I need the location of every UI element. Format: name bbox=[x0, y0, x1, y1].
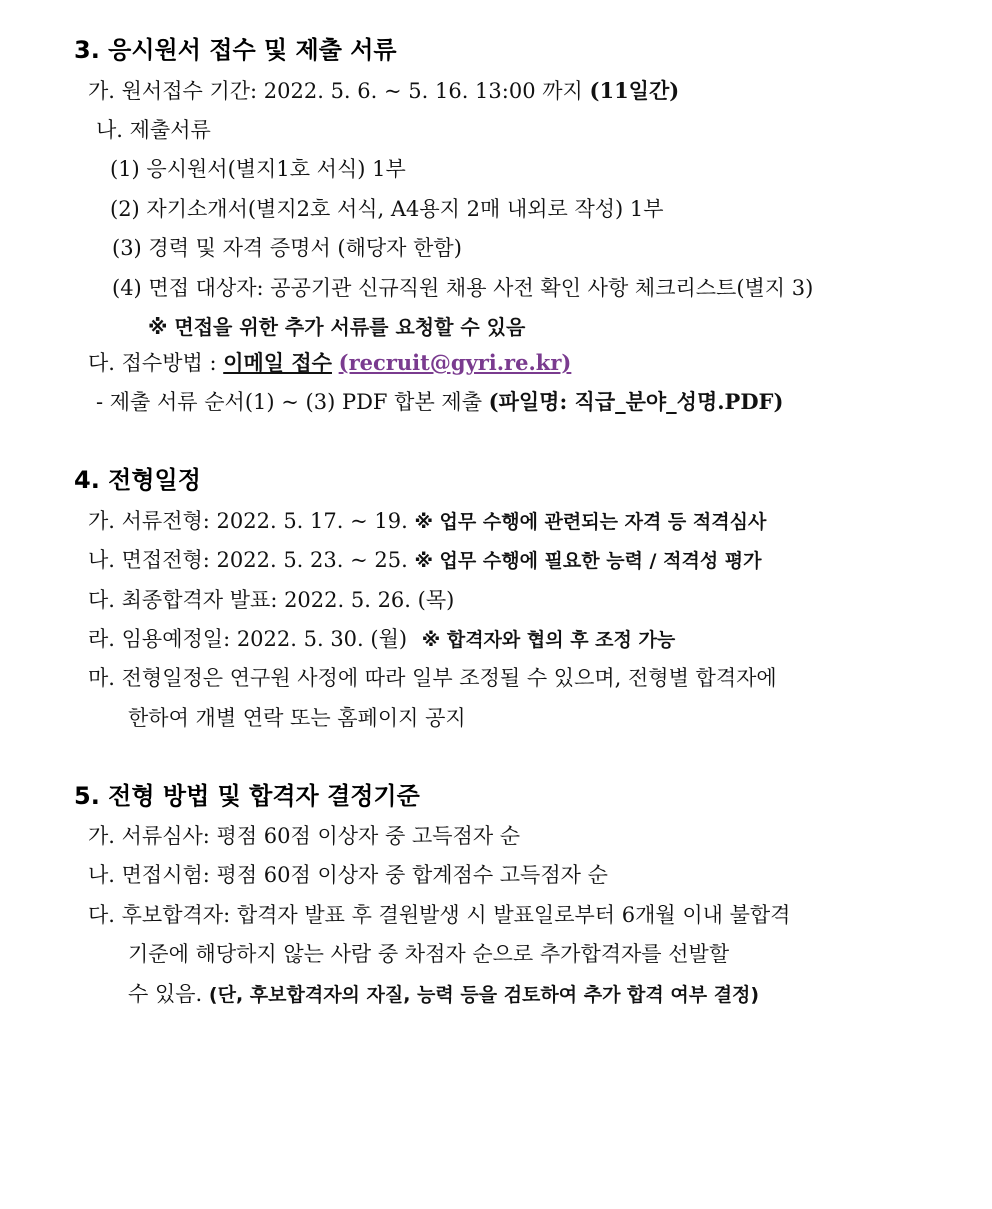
s3-a-text: 가. 원서접수 기간: 2022. 5. 6. ~ 5. 16. 13:00 까지 bbox=[88, 79, 583, 103]
s4-b-note: ※ 업무 수행에 필요한 능력 / 적격성 평가 bbox=[414, 550, 762, 572]
s4-d-note: ※ 합격자와 협의 후 조정 가능 bbox=[421, 629, 676, 651]
s4-a-note: ※ 업무 수행에 관련되는 자격 등 적격심사 bbox=[414, 511, 767, 533]
s4-item-a bbox=[88, 508, 766, 535]
s3-sub-item-3: (3) 경력 및 자격 증명서 (해당자 한함) bbox=[112, 236, 462, 260]
s3-c-subline bbox=[96, 389, 783, 415]
s3-c-sub-filename: (파일명: 직급_분야_성명.PDF) bbox=[488, 389, 784, 414]
section-3-heading: 3. 응시원서 접수 및 제출 서류 bbox=[74, 36, 397, 64]
s4-item-d bbox=[88, 626, 675, 653]
section-5-heading: 5. 전형 방법 및 합격자 결정기준 bbox=[74, 782, 420, 810]
s5-c-line3-text: 수 있음. bbox=[128, 982, 203, 1006]
s5-c-line3-bold: (단, 후보합격자의 자질, 능력 등을 검토하여 추가 합격 여부 결정) bbox=[208, 984, 760, 1006]
s3-sub-item-1: (1) 응시원서(별지1호 서식) 1부 bbox=[110, 157, 406, 181]
s3-item-b: 나. 제출서류 bbox=[96, 118, 211, 142]
s4-item-b bbox=[88, 547, 762, 574]
s4-d-text: 라. 임용예정일: 2022. 5. 30. (월) bbox=[88, 627, 408, 651]
s3-c-email-link[interactable]: (recruit@gyri.re.kr) bbox=[338, 350, 572, 375]
s5-item-c-line1: 다. 후보합격자: 합격자 발표 후 결원발생 시 발표일로부터 6개월 이내 불합격 bbox=[88, 903, 791, 927]
s4-item-e-line2: 한하여 개별 연락 또는 홈페이지 공지 bbox=[128, 706, 466, 730]
s3-item-a bbox=[88, 78, 679, 104]
s4-a-text: 가. 서류전형: 2022. 5. 17. ~ 19. bbox=[88, 509, 408, 533]
s3-sub-item-2: (2) 자기소개서(별지2호 서식, A4용지 2매 내외로 작성) 1부 bbox=[110, 197, 664, 221]
s5-item-c-line3 bbox=[128, 981, 759, 1008]
section-4-heading: 4. 전형일정 bbox=[74, 466, 201, 494]
s3-c-label: 다. 접수방법 : bbox=[88, 351, 217, 375]
s3-c-method: 이메일 접수 bbox=[223, 351, 332, 375]
s3-sub-item-4: (4) 면접 대상자: 공공기관 신규직원 채용 사전 확인 사항 체크리스트(별지 3) bbox=[112, 276, 814, 300]
s3-c-sub-text: - 제출 서류 순서(1) ~ (3) PDF 합본 제출 bbox=[96, 390, 482, 414]
s4-b-text: 나. 면접전형: 2022. 5. 23. ~ 25. bbox=[88, 548, 408, 572]
s5-item-c-line2: 기준에 해당하지 않는 사람 중 차점자 순으로 추가합격자를 선발할 bbox=[128, 942, 730, 966]
s3-a-days: (11일간) bbox=[589, 78, 680, 103]
s4-item-e-line1: 마. 전형일정은 연구원 사정에 따라 일부 조정될 수 있으며, 전형별 합격자에 bbox=[88, 666, 777, 690]
s4-item-c: 다. 최종합격자 발표: 2022. 5. 26. (목) bbox=[88, 588, 455, 612]
s3-item-c bbox=[88, 350, 571, 376]
s5-item-b: 나. 면접시험: 평점 60점 이상자 중 합계점수 고득점자 순 bbox=[88, 863, 608, 887]
s5-item-a: 가. 서류심사: 평점 60점 이상자 중 고득점자 순 bbox=[88, 824, 521, 848]
s3-note: ※ 면접을 위한 추가 서류를 요청할 수 있음 bbox=[148, 315, 526, 339]
